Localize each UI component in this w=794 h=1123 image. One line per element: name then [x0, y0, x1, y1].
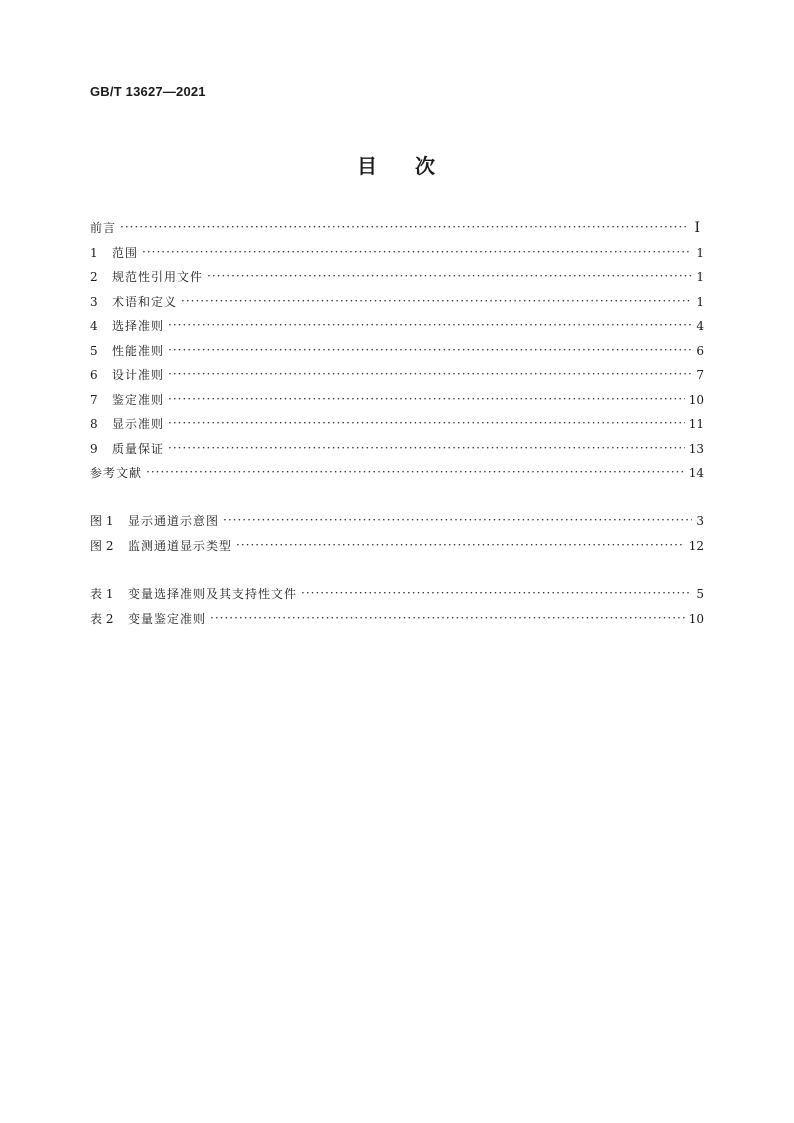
toc-entry-number: 4	[90, 319, 98, 333]
toc-figure-1[interactable]	[90, 509, 704, 534]
toc-entry-title: 质量保证	[112, 441, 165, 456]
toc-table-2[interactable]	[90, 607, 704, 632]
toc-leader-dots	[168, 387, 685, 412]
toc-entry-2[interactable]	[90, 265, 704, 290]
toc-entry-number: 7	[90, 392, 98, 407]
toc-figure-page: 3	[696, 514, 704, 528]
toc-tables	[90, 582, 704, 631]
toc-entry-page: 6	[696, 343, 704, 358]
toc-entry-number: 1	[90, 245, 98, 260]
toc-figures	[90, 509, 704, 558]
toc-entry-page: 10	[688, 392, 704, 407]
toc-leader-dots	[168, 338, 692, 363]
toc-entry-4[interactable]	[90, 314, 704, 339]
toc-entry-number: 2	[90, 270, 98, 284]
toc-leader-dots	[168, 436, 685, 461]
page-title: 目次	[357, 154, 473, 178]
toc-entry-page: 7	[696, 368, 704, 382]
toc-entry-title: 参考文献	[90, 466, 143, 480]
toc-figure-2[interactable]	[90, 534, 704, 559]
toc-leader-dots	[181, 289, 692, 314]
toc-entry-page: 4	[696, 319, 704, 333]
toc-figure-page: 12	[688, 538, 704, 553]
toc-entry-page: 11	[688, 417, 704, 431]
toc-entry-title: 范围	[112, 245, 139, 260]
toc-leader-dots	[146, 460, 685, 485]
toc-entry-number: 5	[90, 343, 98, 358]
toc-entry-number: 3	[90, 294, 98, 309]
toc-entry-title: 性能准则	[112, 343, 165, 358]
toc-table-page: 10	[688, 611, 704, 626]
toc-leader-dots	[120, 215, 688, 240]
toc-entry-title: 选择准则	[112, 319, 165, 333]
toc-figure-title: 显示通道示意图	[128, 514, 220, 528]
toc-entry-6[interactable]	[90, 363, 704, 388]
toc-table-1[interactable]	[90, 582, 704, 607]
toc-entry-title: 规范性引用文件	[112, 270, 204, 284]
toc-leader-dots	[301, 581, 692, 606]
toc-entry-page: 14	[688, 466, 704, 480]
toc-entry-title: 术语和定义	[112, 294, 178, 309]
toc-entry-title: 设计准则	[112, 368, 165, 382]
toc-table-number: 表 2	[90, 611, 114, 626]
toc-entry-page: 1	[696, 294, 704, 309]
toc-entry-number: 9	[90, 441, 98, 456]
toc-table-number: 表 1	[90, 587, 114, 601]
toc-entry-title: 前言	[90, 221, 117, 235]
toc-leader-dots	[168, 411, 685, 436]
toc-entry-number: 8	[90, 417, 98, 431]
toc-chapters	[90, 216, 704, 486]
toc-leader-dots	[142, 240, 692, 265]
toc-entry-3[interactable]	[90, 290, 704, 315]
toc-entry-bibliography[interactable]	[90, 461, 704, 486]
toc-entry-page: 1	[696, 245, 704, 260]
toc-entry-title: 显示准则	[112, 417, 165, 431]
toc-table-page: 5	[696, 587, 704, 601]
toc-figure-title: 监测通道显示类型	[128, 538, 233, 553]
toc-entry-foreword[interactable]	[90, 216, 704, 241]
toc-entry-9[interactable]	[90, 437, 704, 462]
toc-figure-number: 图 1	[90, 514, 114, 528]
toc-leader-dots	[223, 508, 692, 533]
standard-code: GB/T 13627—2021	[90, 84, 206, 99]
toc-entry-5[interactable]	[90, 339, 704, 364]
toc-entry-page: 13	[688, 441, 704, 456]
toc-entry-8[interactable]	[90, 412, 704, 437]
toc-leader-dots	[236, 533, 685, 558]
toc-entry-7[interactable]	[90, 388, 704, 413]
toc-figure-number: 图 2	[90, 538, 114, 553]
toc-entry-title: 鉴定准则	[112, 392, 165, 407]
toc-entry-number: 6	[90, 368, 98, 382]
toc-table-title: 变量鉴定准则	[128, 611, 207, 626]
toc-leader-dots	[207, 264, 692, 289]
toc-entry-page: 1	[696, 270, 704, 284]
toc-leader-dots	[168, 313, 692, 338]
toc-leader-dots	[210, 606, 685, 631]
toc-entry-page: Ⅰ	[694, 220, 700, 236]
toc-leader-dots	[168, 362, 692, 387]
toc-entry-1[interactable]	[90, 241, 704, 266]
toc-table-title: 变量选择准则及其支持性文件	[128, 587, 298, 601]
